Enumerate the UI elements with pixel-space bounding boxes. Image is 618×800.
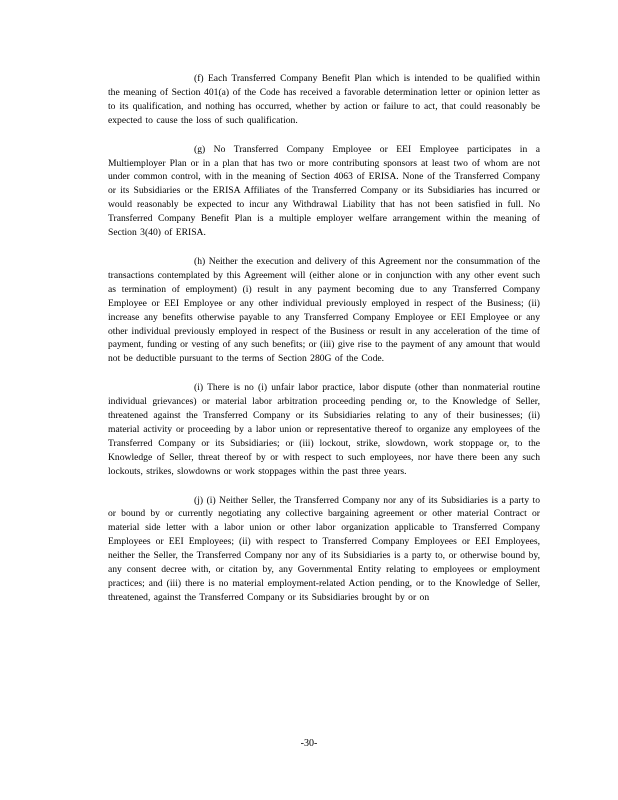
paragraph-f: (f) Each Transferred Company Benefit Plan which is intended to be qualified within the meaning of Section 401(a) of the Code has received a favorable determination letter or opinion letter as to its qualification, and nothing has occurred, whether by action or failure to act, that could reasonably be expected to cause the loss of such qualification.: [108, 73, 540, 126]
page-number: -30-: [300, 738, 318, 749]
paragraph-h: (h) Neither the execution and delivery of this Agreement nor the consummation of the transactions contemplated by this Agreement will (either alone or in conjunction with any other event such as termination of employment) (i) result in any payment becoming due to any Transferred Company Employee or EEI Employee or any other individual previously employed in respect of the Business; (ii) increase any benefits otherwise payable to any Transferred Company Employee or EEI Employee or any other individual previously employed in respect of the Business or result in any acceleration of the time of payment, funding or vesting of any such benefits; or (iii) give rise to the payment of any amount that would not be deductible pursuant to the terms of Section 280G of the Code.: [108, 255, 540, 365]
paragraph-g: (g) No Transferred Company Employee or EEI Employee participates in a Multiemployer Plan or in a plan that has two or more contributing sponsors at least two of whom are not under common control, with in the meaning of Section 4063 of ERISA. None of the Transferred Company or its Subsidiaries or the ERISA Affiliates of the Transferred Company or its Subsidiaries has incurred or would reasonably be expected to incur any Withdrawal Liability that has not been satisfied in full. No Transferred Company Benefit Plan is a multiple employer welfare arrangement within the meaning of Section 3(40) of ERISA.: [108, 143, 540, 239]
paragraph-j: (j) (i) Neither Seller, the Transferred Company nor any of its Subsidiaries is a party to or bound by or currently negotiating any collective bargaining agreement or other material Contract or material side letter with a labor union or other labor organization applicable to Transferred Company Employees or EEI Employees; (ii) with respect to Transferred Company Employees or EEI Employees, neither the Seller, the Transferred Company nor any of its Subsidiaries is a party to, or otherwise bound by, any consent decree with, or citation by, any Governmental Entity relating to employees or employment practices; and (iii) there is no material employment-related Action pending, or to the Knowledge of Seller, threatened, against the Transferred Company or its Subsidiaries brought by or on: [108, 494, 540, 603]
document-body: [108, 72, 540, 620]
paragraph-i: (i) There is no (i) unfair labor practice, labor dispute (other than nonmaterial routine individual grievances) or material labor arbitration proceeding pending or, to the Knowledge of Seller, threatened against the Transferred Company or its Subsidiaries relating to any of their businesses; (ii) material activity or proceeding by a labor union or representative thereof to organize any employees of the Transferred Company or its Subsidiaries; or (iii) lockout, strike, slowdown, work stoppage or, to the Knowledge of Seller, threat thereof by or with respect to such employees, nor have there been any such lockouts, strikes, slowdowns or work stoppages within the past three years.: [108, 382, 540, 477]
